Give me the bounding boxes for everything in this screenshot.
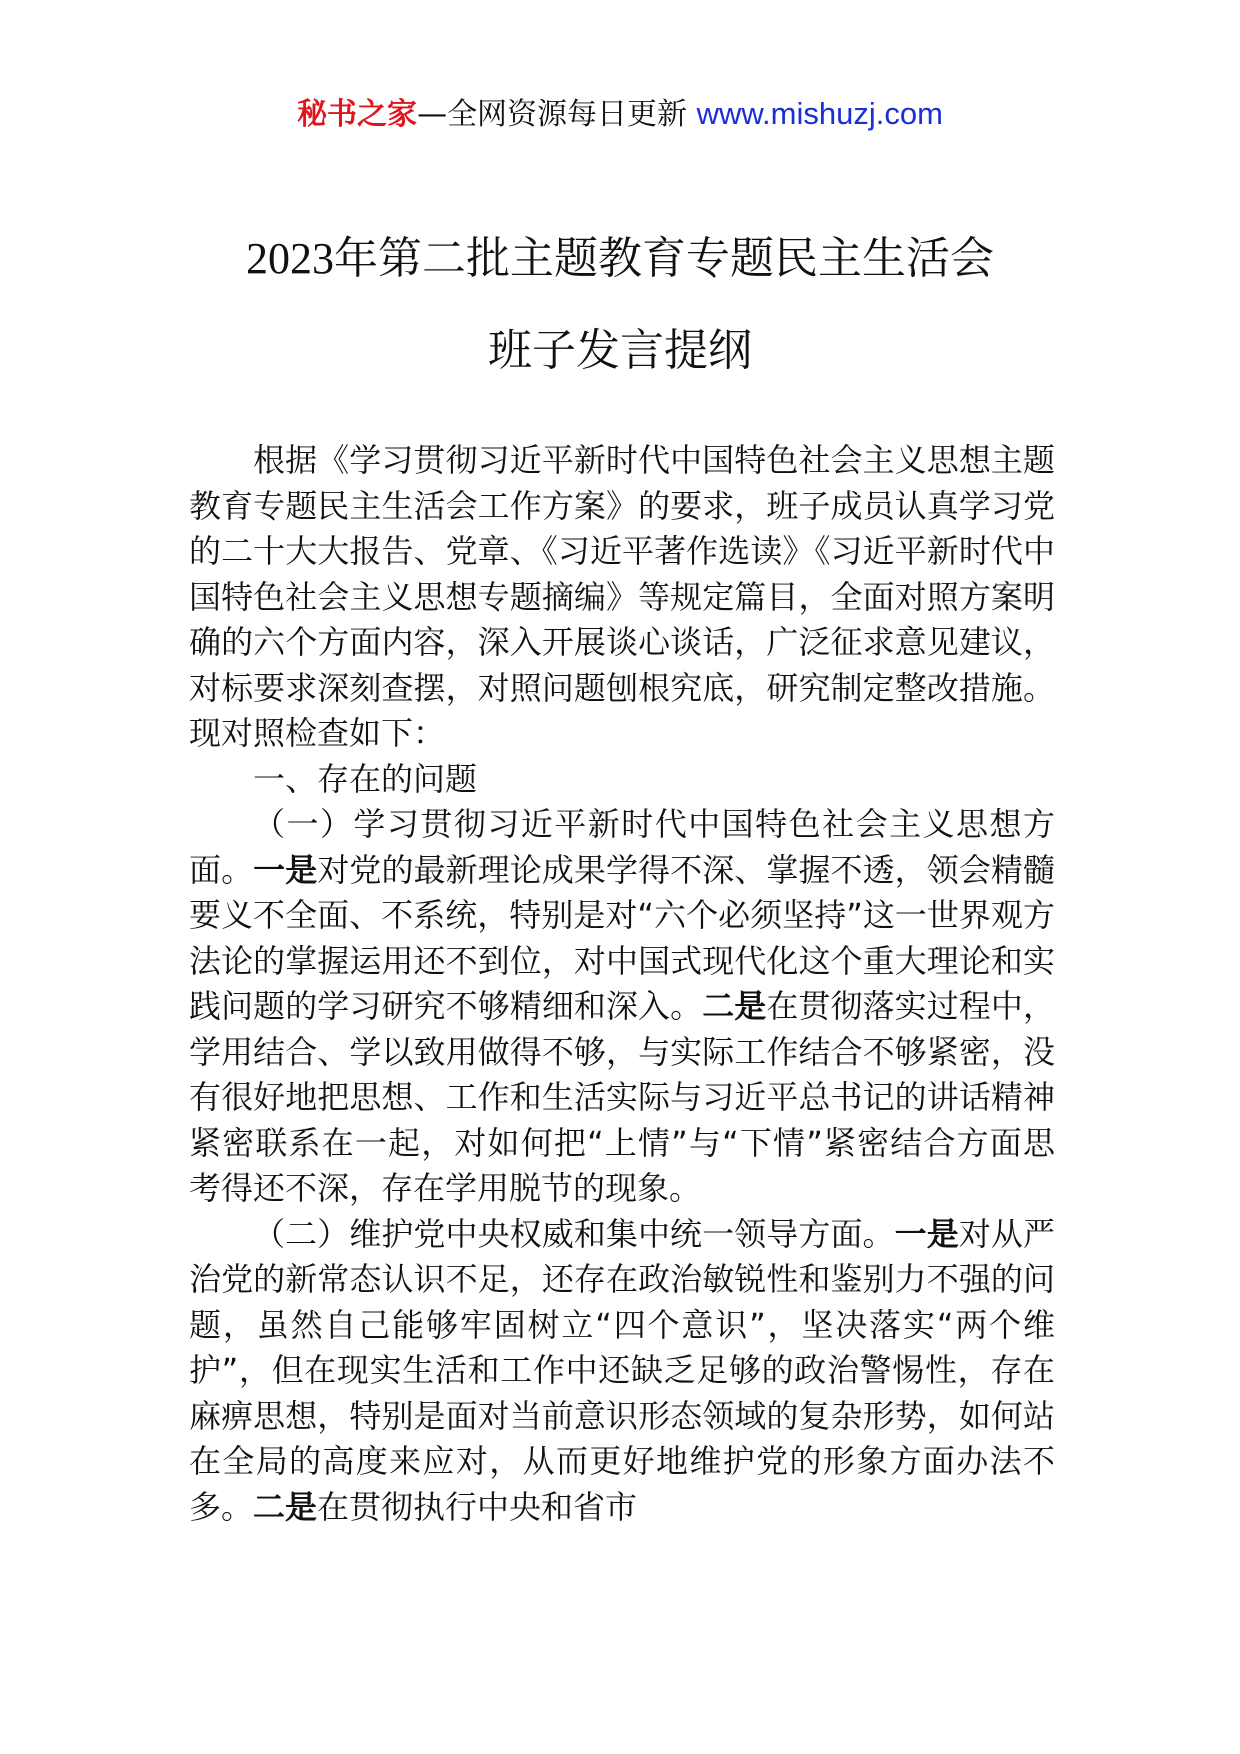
document-title-line1 (0, 231, 1240, 287)
item-2-lead-2: 二是 (253, 1487, 318, 1526)
item-2-head: （二）维护党中央权威和集中统一领导方面。 (253, 1214, 895, 1253)
item-2-paragraph (189, 1212, 1055, 1531)
section-heading: 一、存在的问题 (253, 759, 478, 798)
item-2-text-1: 对从严治党的新常态认识不足，还存在政治敏锐性和鉴别力不强的问题，虽然自己能够牢固树立“四个意识”，坚决落实“两个维护”，但在现实生活和工作中还缺乏足够的政治警惕性，存在麻痹思想，特别是面对当前意识形态领域的复杂形势，如何站在全局的高度来应对，从而更好地维护党的形象方面办法不多。 (189, 1214, 1055, 1526)
intro-paragraph: 根据《学习贯彻习近平新时代中国特色社会主义思想主题教育专题民主生活会工作方案》的要求，班子成员认真学习党的二十大大报告、党章、《习近平著作选读》《习近平新时代中国特色社会主义思想专题摘编》等规定篇目，全面对照方案明确的六个方面内容，深入开展谈心谈话，广泛征求意见建议，对标要求深刻查摆，对照问题刨根究底，研究制定整改措施。现对照检查如下： (189, 441, 1055, 752)
item-1-head: （一）学习贯彻习近平新时代中国特色社会主义思想方面。 (189, 805, 1055, 889)
item-2-text-2: 在贯彻执行中央和省市 (317, 1487, 638, 1526)
document-body (189, 438, 1055, 1530)
item-1-text-1: 对党的最新理论成果学得不深、掌握不透，领会精髓要义不全面、不系统，特别是对“六个必须坚持”这一世界观方法论的掌握运用还不到位，对中国式现代化这个重大理论和实践问题的学习研究不够精细和深入。 (189, 850, 1055, 1025)
document-title-line2: 班子发言提纲 (488, 325, 752, 376)
item-1-lead-1: 一是 (253, 850, 318, 889)
brand-name: 秘书之家 (297, 97, 418, 132)
header-slogan: —全网资源每日更新 (417, 97, 697, 132)
title-year: 2023 (246, 234, 334, 283)
item-2-lead-1: 一是 (894, 1214, 959, 1253)
item-1-text-2: 在贯彻落实过程中，学用结合、学以致用做得不够，与实际工作结合不够紧密，没有很好地把思想、工作和生活实际与习近平总书记的讲话精神紧密联系在一起，对如何把“上情”与“下情”紧密结合方面思考得还不深，存在学用脱节的现象。 (189, 987, 1055, 1207)
item-1-paragraph (189, 802, 1055, 1212)
item-1-lead-2: 二是 (702, 987, 767, 1025)
title-line1-text: 年第二批主题教育专题民主生活会 (334, 233, 994, 284)
site-url-link[interactable]: www.mishuzj.com (696, 96, 943, 131)
site-header (0, 94, 1240, 135)
